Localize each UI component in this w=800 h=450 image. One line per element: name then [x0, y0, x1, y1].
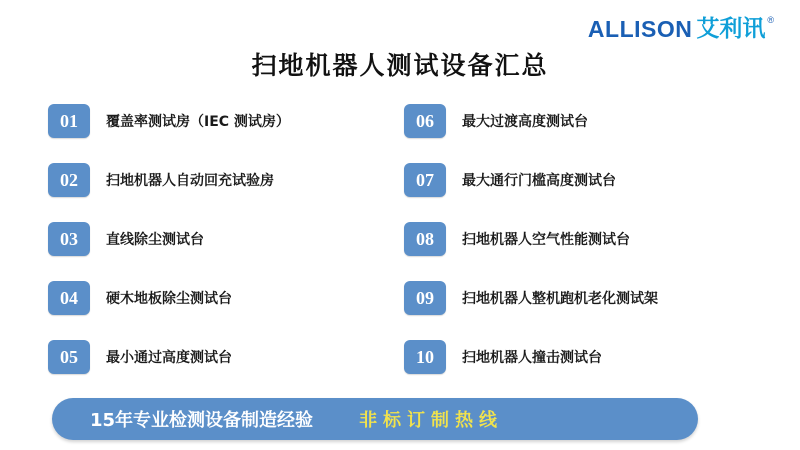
list-item[interactable]: [48, 104, 404, 138]
item-label: 直线除尘测试台: [106, 232, 204, 248]
item-label: 扫地机器人整机跑机老化测试架: [462, 291, 658, 307]
list-item[interactable]: [48, 340, 404, 374]
page-title: 扫地机器人测试设备汇总: [251, 51, 549, 80]
list-item[interactable]: [404, 163, 760, 197]
item-label: 扫地机器人撞击测试台: [462, 350, 602, 366]
item-number-badge: 03: [48, 222, 90, 256]
list-item[interactable]: [404, 104, 760, 138]
item-label: 覆盖率测试房（IEC 测试房）: [106, 114, 290, 130]
list-item[interactable]: [48, 281, 404, 315]
footer-experience-text: 15年专业检测设备制造经验: [90, 410, 314, 431]
item-number-badge: 02: [48, 163, 90, 197]
equipment-column-left: [48, 104, 404, 374]
footer-banner: [52, 398, 698, 440]
item-label: 硬木地板除尘测试台: [106, 291, 232, 307]
logo-chinese-text: 艾利讯: [696, 16, 766, 42]
item-number-badge: 09: [404, 281, 446, 315]
item-number-badge: 07: [404, 163, 446, 197]
item-label: 扫地机器人自动回充试验房: [106, 173, 274, 189]
footer-hotline-text: 非标订制热线: [359, 410, 504, 431]
list-item[interactable]: [404, 222, 760, 256]
item-number-badge: 01: [48, 104, 90, 138]
item-number-badge: 06: [404, 104, 446, 138]
logo-english-text: ALLISON: [587, 16, 693, 42]
item-number-badge: 10: [404, 340, 446, 374]
item-number-badge: 08: [404, 222, 446, 256]
equipment-column-right: [404, 104, 760, 374]
item-label: 扫地机器人空气性能测试台: [462, 232, 630, 248]
item-label: 最小通过高度测试台: [106, 350, 232, 366]
item-number-badge: 04: [48, 281, 90, 315]
item-number-badge: 05: [48, 340, 90, 374]
trademark-icon: ®: [767, 15, 774, 25]
item-label: 最大通行门槛高度测试台: [462, 173, 616, 189]
company-logo: [587, 15, 774, 42]
list-item[interactable]: [48, 222, 404, 256]
list-item[interactable]: [404, 340, 760, 374]
list-item[interactable]: [48, 163, 404, 197]
list-item[interactable]: [404, 281, 760, 315]
item-label: 最大过渡高度测试台: [462, 114, 588, 130]
equipment-list: [48, 104, 760, 374]
